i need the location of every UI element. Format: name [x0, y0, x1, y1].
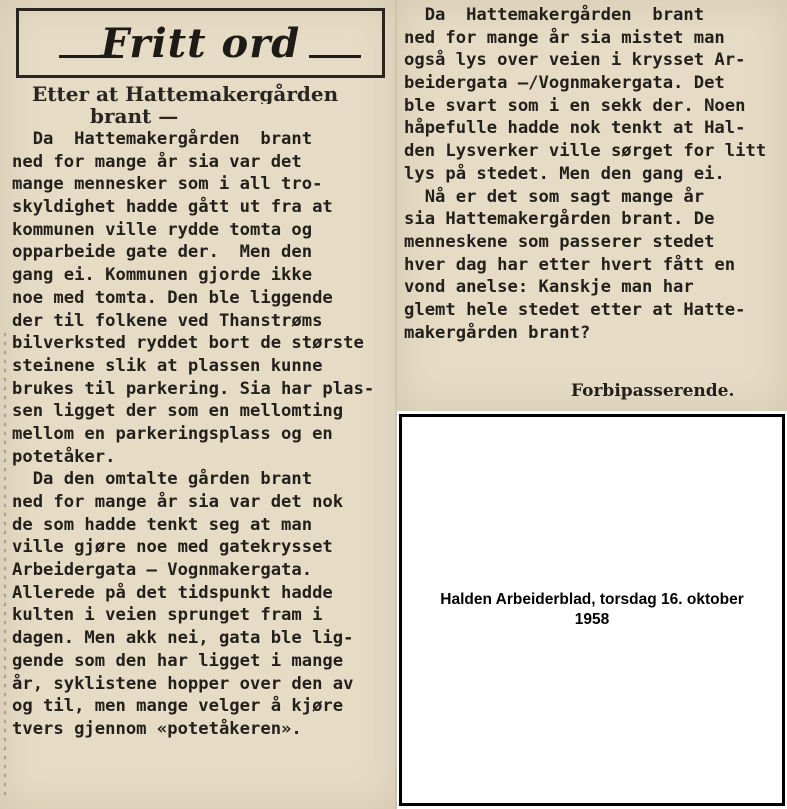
text-line: glemt hele stedet etter at Hatte-	[404, 299, 746, 320]
text-line: også lys over veien i krysset Ar-	[404, 50, 746, 71]
text-line: mellom en parkeringsplass og en	[12, 423, 333, 444]
text-line: den Lysverker ville sørget for litt	[404, 141, 767, 162]
text-line: hver dag har etter hvert fått en	[404, 254, 736, 275]
text-line: potetåker.	[12, 446, 116, 467]
text-line: Allerede på det tidspunkt hadde	[12, 582, 333, 603]
column-divider	[395, 0, 397, 809]
text-line: ned for mange år sia mistet man	[404, 27, 725, 48]
text-line: år, syklistene hopper over den av	[12, 673, 354, 694]
text-line: vond anelse: Kanskje man har	[404, 277, 694, 298]
text-line: håpefulle hadde nok tenkt at Hal-	[404, 118, 746, 139]
source-caption	[406, 590, 778, 630]
caption-line-1: Halden Arbeiderblad, torsdag 16. oktober	[440, 591, 744, 608]
article-right-column	[404, 4, 766, 344]
text-line: ville gjøre noe med gatekrysset	[12, 537, 333, 558]
text-line: dagen. Men akk nei, gata ble lig-	[12, 628, 354, 649]
text-line: Da Hattemakergården brant	[12, 129, 313, 149]
caption-box	[399, 414, 785, 806]
text-line: og til, men mange velger å kjøre	[12, 696, 344, 717]
text-line: ble svart som i en sekk der. Noen	[404, 95, 746, 116]
text-line: mange mennesker som i all tro-	[12, 174, 323, 195]
text-line: Nå er det som sagt mange år	[404, 186, 705, 207]
text-line: menneskene som passerer stedet	[404, 231, 715, 252]
masthead-box	[16, 8, 385, 78]
text-line: makergården brant?	[404, 322, 591, 343]
subhead-cut-text: Etter at Hattemakergården	[32, 82, 339, 104]
text-line: ned for mange år sia var det nok	[12, 492, 344, 512]
article-signature: Forbipasserende.	[571, 381, 735, 401]
text-line: opparbeide gate der. Men den	[12, 242, 313, 263]
text-line: sen ligget der som en mellomting	[12, 401, 344, 422]
text-line: Da Hattemakergården brant	[404, 5, 705, 25]
caption-line-2: 1958	[574, 611, 610, 628]
text-line: de som hadde tenkt seg at man	[12, 514, 313, 535]
text-line: beidergata —/Vognmakergata. Det	[404, 73, 725, 94]
text-line: skyldighet hadde gått ut fra at	[12, 197, 333, 218]
perforated-edge	[2, 330, 8, 800]
article-subhead: brant —	[90, 104, 179, 128]
text-line: kommunen ville rydde tomta og	[12, 219, 313, 240]
masthead-rule-right	[309, 55, 361, 58]
text-line: steinene slik at plassen kunne	[12, 355, 323, 376]
text-line: der til folkene ved Thanstrøms	[12, 310, 323, 331]
masthead-title: Fritt ord	[100, 19, 301, 67]
text-line: bilverksted ryddet bort de største	[12, 333, 364, 354]
text-line: lys på stedet. Men den gang ei.	[404, 163, 725, 184]
text-line: gang ei. Kommunen gjorde ikke	[12, 265, 313, 286]
text-line: brukes til parkering. Sia har plas-	[12, 378, 375, 399]
text-line: Da den omtalte gården brant	[12, 469, 313, 490]
text-line: ned for mange år sia var det	[12, 151, 302, 172]
text-line: sia Hattemakergården brant. De	[404, 209, 715, 230]
text-line: kulten i veien sprunget fram i	[12, 605, 323, 626]
text-line: gende som den har ligget i mange	[12, 650, 344, 671]
article-left-column	[12, 128, 374, 741]
text-line: noe med tomta. Den ble liggende	[12, 287, 333, 308]
subhead-cut-line	[32, 80, 352, 104]
text-line: tvers gjennom «potetåkeren».	[12, 718, 302, 739]
text-line: Arbeidergata — Vognmakergata.	[12, 560, 313, 581]
